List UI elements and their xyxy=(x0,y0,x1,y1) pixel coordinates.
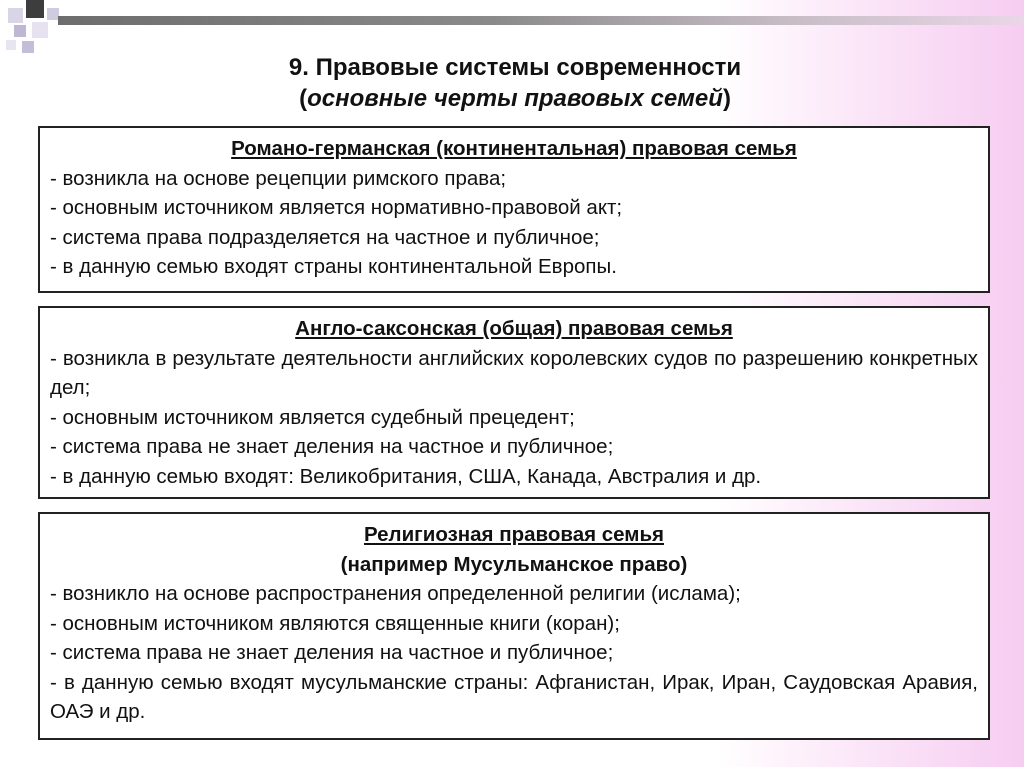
family-heading: Религиозная правовая семья xyxy=(363,523,665,546)
family-item: - в данную семью входят: Великобритания, США, Канада, Австралия и др. xyxy=(50,464,762,488)
family-item: - возникла на основе рецепции римского права; xyxy=(50,166,507,190)
family-heading: Англо-саксонская (общая) правовая семья xyxy=(295,317,733,340)
slide-title: 9. Правовые системы современности xyxy=(288,54,742,81)
family-item: - система права не знает деления на частное и публичное; xyxy=(50,641,614,664)
family-box-romano-germanic xyxy=(38,126,990,293)
family-item: - основным источником являются священные книги (коран); xyxy=(50,611,620,635)
decor-square xyxy=(26,0,44,18)
decor-square xyxy=(14,25,26,37)
family-heading: Романо-германская (континентальная) правовая семья xyxy=(231,137,797,160)
top-decor-bar xyxy=(58,16,1024,25)
family-subheading: (например Мусульманское право) xyxy=(340,552,688,576)
decor-square xyxy=(22,41,34,53)
decor-square xyxy=(8,8,23,23)
family-item: - возникло на основе распространения определенной религии (ислама); xyxy=(50,582,741,605)
family-item: - система права подразделяется на частное и публичное; xyxy=(50,225,600,249)
family-item: - основным источником является судебный прецедент; xyxy=(50,405,575,429)
decor-square xyxy=(32,22,48,38)
slide-title-block xyxy=(100,52,930,114)
family-item: - система права не знает деления на частное и публичное; xyxy=(50,435,614,458)
family-item: - основным источником является нормативно-правовой акт; xyxy=(50,196,623,219)
family-box-religious xyxy=(38,512,990,740)
slide-subtitle-text: основные черты правовых семей xyxy=(307,85,723,112)
family-item: - в данную семью входят мусульманские страны: Афганистан, Ирак, Иран, Саудовская Аравия, ОАЭ и др. xyxy=(50,670,978,723)
slide-subtitle: (основные черты правовых семей) xyxy=(299,85,731,112)
decor-square xyxy=(6,40,16,50)
family-item: - возникла в результате деятельности английских королевских судов по разрешению конкретных дел; xyxy=(50,346,978,399)
family-item: - в данную семью входят страны континентальной Европы. xyxy=(50,255,617,278)
family-box-anglo-saxon xyxy=(38,306,990,499)
